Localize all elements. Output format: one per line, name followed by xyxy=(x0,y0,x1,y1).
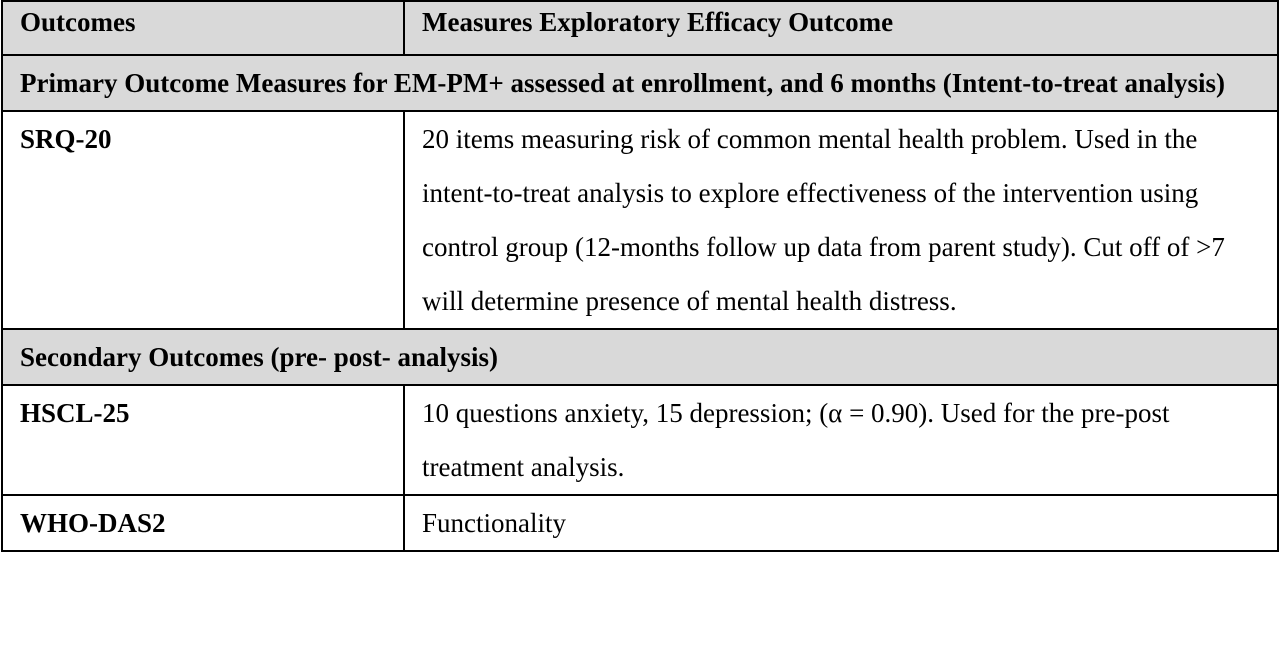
outcome-cell: HSCL-25 xyxy=(2,385,404,495)
table-row xyxy=(2,385,1278,495)
header-measures: Measures Exploratory Efficacy Outcome xyxy=(404,1,1278,55)
section-row-secondary xyxy=(2,329,1278,385)
outcome-cell: SRQ-20 xyxy=(2,111,404,329)
header-outcomes: Outcomes xyxy=(2,1,404,55)
section-row-primary xyxy=(2,55,1278,111)
table-row xyxy=(2,495,1278,551)
measure-cell: 10 questions anxiety, 15 depression; (α = 0.90). Used for the pre-post treatment analysis. xyxy=(404,385,1278,495)
primary-section-title: Primary Outcome Measures for EM-PM+ assessed at enrollment, and 6 months (Intent-to-treat analysis) xyxy=(2,55,1278,111)
table-row xyxy=(2,111,1278,329)
table-header-row xyxy=(2,1,1278,55)
secondary-section-title: Secondary Outcomes (pre- post- analysis) xyxy=(2,329,1278,385)
outcome-cell: WHO-DAS2 xyxy=(2,495,404,551)
measure-cell: 20 items measuring risk of common mental health problem. Used in the intent-to-treat analysis to explore effectiveness of the intervention using control group (12-months follow up data from parent study). Cut off of >7 will determine presence of mental health distress. xyxy=(404,111,1278,329)
measure-cell: Functionality xyxy=(404,495,1278,551)
outcomes-table xyxy=(1,0,1279,552)
